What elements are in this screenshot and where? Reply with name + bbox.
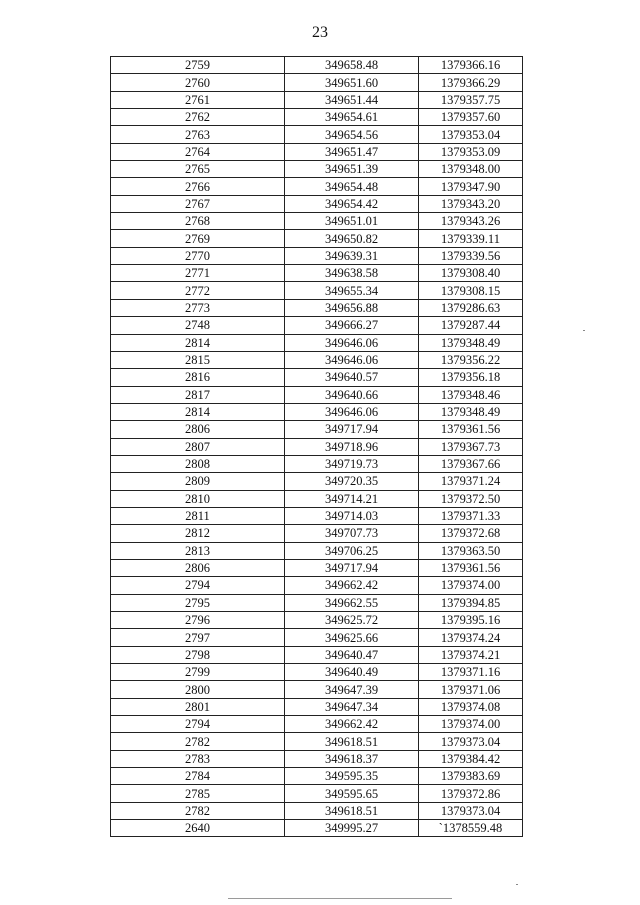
x-coordinate-cell: 349640.57 bbox=[285, 369, 419, 386]
point-number-cell: 2801 bbox=[111, 698, 285, 715]
y-coordinate-cell: 1379356.18 bbox=[419, 369, 523, 386]
y-coordinate-cell: 1379343.20 bbox=[419, 195, 523, 212]
point-number-cell: 2773 bbox=[111, 299, 285, 316]
table-row bbox=[111, 74, 523, 91]
y-coordinate-cell: 1379348.49 bbox=[419, 403, 523, 420]
y-coordinate-cell: 1379339.11 bbox=[419, 230, 523, 247]
y-coordinate-cell: 1379374.00 bbox=[419, 716, 523, 733]
y-coordinate-cell: 1379356.22 bbox=[419, 351, 523, 368]
point-number-cell: 2796 bbox=[111, 612, 285, 629]
table-row bbox=[111, 716, 523, 733]
x-coordinate-cell: 349658.48 bbox=[285, 57, 419, 74]
scan-speck bbox=[583, 330, 585, 331]
x-coordinate-cell: 349625.72 bbox=[285, 612, 419, 629]
y-coordinate-cell: 1379367.66 bbox=[419, 455, 523, 472]
y-coordinate-cell: 1379308.40 bbox=[419, 265, 523, 282]
x-coordinate-cell: 349706.25 bbox=[285, 542, 419, 559]
x-coordinate-cell: 349651.39 bbox=[285, 161, 419, 178]
point-number-cell: 2759 bbox=[111, 57, 285, 74]
x-coordinate-cell: 349654.48 bbox=[285, 178, 419, 195]
table-row bbox=[111, 126, 523, 143]
point-number-cell: 2761 bbox=[111, 91, 285, 108]
point-number-cell: 2794 bbox=[111, 577, 285, 594]
y-coordinate-cell: 1379372.86 bbox=[419, 785, 523, 802]
y-coordinate-cell: 1379363.50 bbox=[419, 542, 523, 559]
table-row bbox=[111, 195, 523, 212]
y-coordinate-cell: 1379384.42 bbox=[419, 750, 523, 767]
point-number-cell: 2813 bbox=[111, 542, 285, 559]
point-number-cell: 2767 bbox=[111, 195, 285, 212]
x-coordinate-cell: 349647.39 bbox=[285, 681, 419, 698]
x-coordinate-cell: 349718.96 bbox=[285, 438, 419, 455]
point-number-cell: 2763 bbox=[111, 126, 285, 143]
y-coordinate-cell: 1379395.16 bbox=[419, 612, 523, 629]
point-number-cell: 2799 bbox=[111, 664, 285, 681]
table-row bbox=[111, 490, 523, 507]
point-number-cell: 2762 bbox=[111, 109, 285, 126]
y-coordinate-cell: 1379357.60 bbox=[419, 109, 523, 126]
x-coordinate-cell: 349640.66 bbox=[285, 386, 419, 403]
x-coordinate-cell: 349651.44 bbox=[285, 91, 419, 108]
point-number-cell: 2771 bbox=[111, 265, 285, 282]
table-row bbox=[111, 282, 523, 299]
point-number-cell: 2785 bbox=[111, 785, 285, 802]
point-number-cell: 2764 bbox=[111, 143, 285, 160]
y-coordinate-cell: 1379348.00 bbox=[419, 161, 523, 178]
table-row bbox=[111, 473, 523, 490]
y-coordinate-cell: 1379339.56 bbox=[419, 247, 523, 264]
point-number-cell: 2806 bbox=[111, 559, 285, 576]
point-number-cell: 2797 bbox=[111, 629, 285, 646]
x-coordinate-cell: 349651.01 bbox=[285, 213, 419, 230]
y-coordinate-cell: 1379353.09 bbox=[419, 143, 523, 160]
table-row bbox=[111, 507, 523, 524]
table-row bbox=[111, 559, 523, 576]
coordinates-table bbox=[110, 56, 523, 837]
x-coordinate-cell: 349666.27 bbox=[285, 317, 419, 334]
point-number-cell: 2814 bbox=[111, 334, 285, 351]
x-coordinate-cell: 349618.51 bbox=[285, 802, 419, 819]
table-row bbox=[111, 334, 523, 351]
point-number-cell: 2798 bbox=[111, 646, 285, 663]
y-coordinate-cell: 1379374.08 bbox=[419, 698, 523, 715]
x-coordinate-cell: 349595.65 bbox=[285, 785, 419, 802]
x-coordinate-cell: 349995.27 bbox=[285, 820, 419, 837]
point-number-cell: 2765 bbox=[111, 161, 285, 178]
x-coordinate-cell: 349656.88 bbox=[285, 299, 419, 316]
x-coordinate-cell: 349707.73 bbox=[285, 525, 419, 542]
x-coordinate-cell: 349651.47 bbox=[285, 143, 419, 160]
table-row bbox=[111, 785, 523, 802]
table-row bbox=[111, 421, 523, 438]
table-row bbox=[111, 213, 523, 230]
point-number-cell: 2748 bbox=[111, 317, 285, 334]
x-coordinate-cell: 349640.47 bbox=[285, 646, 419, 663]
x-coordinate-cell: 349654.42 bbox=[285, 195, 419, 212]
x-coordinate-cell: 349595.35 bbox=[285, 768, 419, 785]
x-coordinate-cell: 349662.55 bbox=[285, 594, 419, 611]
table-row bbox=[111, 247, 523, 264]
x-coordinate-cell: 349625.66 bbox=[285, 629, 419, 646]
table-row bbox=[111, 594, 523, 611]
table-row bbox=[111, 820, 523, 837]
x-coordinate-cell: 349618.51 bbox=[285, 733, 419, 750]
point-number-cell: 2795 bbox=[111, 594, 285, 611]
point-number-cell: 2784 bbox=[111, 768, 285, 785]
point-number-cell: 2817 bbox=[111, 386, 285, 403]
x-coordinate-cell: 349647.34 bbox=[285, 698, 419, 715]
y-coordinate-cell: 1379357.75 bbox=[419, 91, 523, 108]
y-coordinate-cell: 1379372.50 bbox=[419, 490, 523, 507]
y-coordinate-cell: 1379374.00 bbox=[419, 577, 523, 594]
x-coordinate-cell: 349662.42 bbox=[285, 577, 419, 594]
x-coordinate-cell: 349646.06 bbox=[285, 403, 419, 420]
x-coordinate-cell: 349618.37 bbox=[285, 750, 419, 767]
table-row bbox=[111, 317, 523, 334]
x-coordinate-cell: 349654.56 bbox=[285, 126, 419, 143]
x-coordinate-cell: 349651.60 bbox=[285, 74, 419, 91]
table-row bbox=[111, 403, 523, 420]
point-number-cell: 2760 bbox=[111, 74, 285, 91]
y-coordinate-cell: 1379371.06 bbox=[419, 681, 523, 698]
y-coordinate-cell: 1379347.90 bbox=[419, 178, 523, 195]
table-row bbox=[111, 161, 523, 178]
point-number-cell: 2770 bbox=[111, 247, 285, 264]
table-row bbox=[111, 768, 523, 785]
y-coordinate-cell: 1379367.73 bbox=[419, 438, 523, 455]
y-coordinate-cell: 1379286.63 bbox=[419, 299, 523, 316]
table-row bbox=[111, 802, 523, 819]
x-coordinate-cell: 349714.21 bbox=[285, 490, 419, 507]
x-coordinate-cell: 349662.42 bbox=[285, 716, 419, 733]
point-number-cell: 2783 bbox=[111, 750, 285, 767]
table-row bbox=[111, 542, 523, 559]
y-coordinate-cell: 1379371.33 bbox=[419, 507, 523, 524]
y-coordinate-cell: 1379361.56 bbox=[419, 559, 523, 576]
point-number-cell: 2808 bbox=[111, 455, 285, 472]
point-number-cell: 2769 bbox=[111, 230, 285, 247]
point-number-cell: 2782 bbox=[111, 802, 285, 819]
point-number-cell: 2800 bbox=[111, 681, 285, 698]
y-coordinate-cell: 1379366.29 bbox=[419, 74, 523, 91]
footer-rule bbox=[228, 898, 452, 899]
y-coordinate-cell: 1379394.85 bbox=[419, 594, 523, 611]
x-coordinate-cell: 349646.06 bbox=[285, 334, 419, 351]
x-coordinate-cell: 349646.06 bbox=[285, 351, 419, 368]
point-number-cell: 2794 bbox=[111, 716, 285, 733]
table-row bbox=[111, 525, 523, 542]
y-coordinate-cell: 1379308.15 bbox=[419, 282, 523, 299]
point-number-cell: 2812 bbox=[111, 525, 285, 542]
table-row bbox=[111, 178, 523, 195]
x-coordinate-cell: 349639.31 bbox=[285, 247, 419, 264]
y-coordinate-cell: 1379372.68 bbox=[419, 525, 523, 542]
y-coordinate-cell: 1379371.24 bbox=[419, 473, 523, 490]
table-row bbox=[111, 646, 523, 663]
table-row bbox=[111, 629, 523, 646]
x-coordinate-cell: 349654.61 bbox=[285, 109, 419, 126]
y-coordinate-cell: 1379373.04 bbox=[419, 802, 523, 819]
table-row bbox=[111, 265, 523, 282]
table-row bbox=[111, 91, 523, 108]
table-row bbox=[111, 386, 523, 403]
point-number-cell: 2772 bbox=[111, 282, 285, 299]
page-number: 23 bbox=[312, 24, 328, 41]
x-coordinate-cell: 349720.35 bbox=[285, 473, 419, 490]
y-coordinate-cell: 1379348.49 bbox=[419, 334, 523, 351]
y-coordinate-cell: `1378559.48 bbox=[419, 820, 523, 837]
y-coordinate-cell: 1379353.04 bbox=[419, 126, 523, 143]
x-coordinate-cell: 349719.73 bbox=[285, 455, 419, 472]
y-coordinate-cell: 1379366.16 bbox=[419, 57, 523, 74]
point-number-cell: 2816 bbox=[111, 369, 285, 386]
point-number-cell: 2782 bbox=[111, 733, 285, 750]
x-coordinate-cell: 349655.34 bbox=[285, 282, 419, 299]
y-coordinate-cell: 1379361.56 bbox=[419, 421, 523, 438]
y-coordinate-cell: 1379371.16 bbox=[419, 664, 523, 681]
y-coordinate-cell: 1379374.24 bbox=[419, 629, 523, 646]
x-coordinate-cell: 349650.82 bbox=[285, 230, 419, 247]
y-coordinate-cell: 1379374.21 bbox=[419, 646, 523, 663]
x-coordinate-cell: 349640.49 bbox=[285, 664, 419, 681]
point-number-cell: 2809 bbox=[111, 473, 285, 490]
point-number-cell: 2806 bbox=[111, 421, 285, 438]
point-number-cell: 2807 bbox=[111, 438, 285, 455]
y-coordinate-cell: 1379343.26 bbox=[419, 213, 523, 230]
x-coordinate-cell: 349717.94 bbox=[285, 559, 419, 576]
table-row bbox=[111, 664, 523, 681]
table-row bbox=[111, 681, 523, 698]
y-coordinate-cell: 1379287.44 bbox=[419, 317, 523, 334]
y-coordinate-cell: 1379348.46 bbox=[419, 386, 523, 403]
point-number-cell: 2811 bbox=[111, 507, 285, 524]
point-number-cell: 2815 bbox=[111, 351, 285, 368]
y-coordinate-cell: 1379373.04 bbox=[419, 733, 523, 750]
table-row bbox=[111, 230, 523, 247]
table-row bbox=[111, 455, 523, 472]
coordinates-table-body bbox=[111, 57, 523, 837]
table-row bbox=[111, 109, 523, 126]
point-number-cell: 2768 bbox=[111, 213, 285, 230]
x-coordinate-cell: 349714.03 bbox=[285, 507, 419, 524]
table-row bbox=[111, 733, 523, 750]
table-row bbox=[111, 750, 523, 767]
table-row bbox=[111, 577, 523, 594]
table-row bbox=[111, 351, 523, 368]
y-coordinate-cell: 1379383.69 bbox=[419, 768, 523, 785]
scan-speck bbox=[516, 884, 518, 885]
point-number-cell: 2814 bbox=[111, 403, 285, 420]
x-coordinate-cell: 349638.58 bbox=[285, 265, 419, 282]
table-row bbox=[111, 57, 523, 74]
table-row bbox=[111, 698, 523, 715]
x-coordinate-cell: 349717.94 bbox=[285, 421, 419, 438]
point-number-cell: 2810 bbox=[111, 490, 285, 507]
table-row bbox=[111, 369, 523, 386]
table-row bbox=[111, 612, 523, 629]
table-row bbox=[111, 143, 523, 160]
table-row bbox=[111, 438, 523, 455]
table-row bbox=[111, 299, 523, 316]
point-number-cell: 2766 bbox=[111, 178, 285, 195]
point-number-cell: 2640 bbox=[111, 820, 285, 837]
